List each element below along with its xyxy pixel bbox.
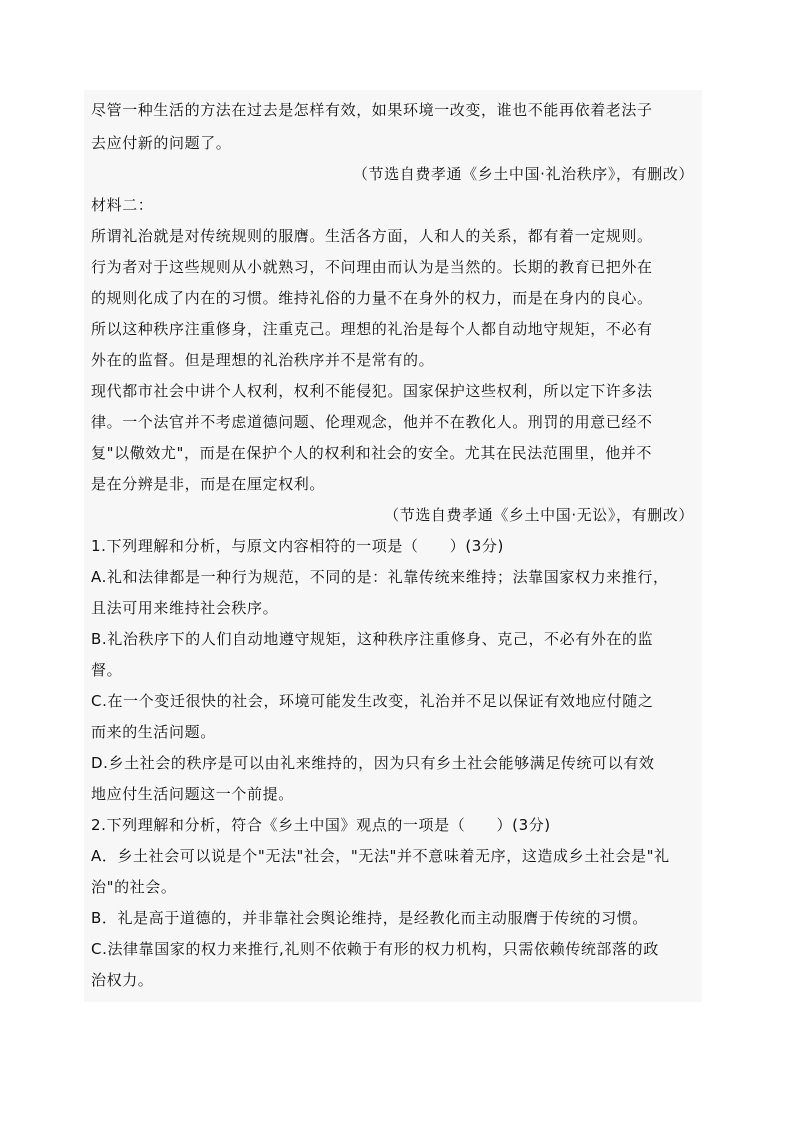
text-line: 现代都市社会中讲个人权利，权利不能侵犯。国家保护这些权利，所以定下许多法	[91, 382, 653, 400]
text-line: 行为者对于这些规则从小就熟习，不问理由而认为是当然的。长期的教育已把外在	[91, 258, 653, 276]
question-2-option-c: C.法律靠国家的权力来推行,礼则不依赖于有形的权力机构，只需依赖传统部落的政	[91, 940, 659, 958]
text-line: 去应付新的问题了。	[91, 134, 232, 152]
question-2-option-a-cont: 治"的社会。	[91, 878, 177, 896]
source-citation: （节选自费孝通《乡土中国·礼治秩序》，有删改）	[352, 165, 694, 183]
text-line: 所谓礼治就是对传统规则的服膺。生活各方面，人和人的关系，都有着一定规则。	[91, 227, 653, 245]
question-1-option-d-cont: 地应付生活问题这一个前提。	[91, 785, 294, 803]
text-line: 复"以儆效尤"，而是在保护个人的权利和社会的安全。尤其在民法范围里，他并不	[91, 444, 653, 462]
question-1-stem: 1.下列理解和分析，与原文内容相符的一项是（ ）(3分)	[91, 537, 504, 555]
question-2-option-b: B．礼是高于道德的，并非靠社会舆论维持，是经教化而主动服膺于传统的习惯。	[91, 909, 648, 927]
question-2-option-c-cont: 治权力。	[91, 971, 154, 989]
text-line: 所以这种秩序注重修身，注重克己。理想的礼治是每个人都自动地守规矩，不必有	[91, 320, 653, 338]
question-2-option-a: A．乡土社会可以说是个"无法"社会，"无法"并不意味着无序，这造成乡土社会是"礼	[91, 847, 670, 865]
text-line: 外在的监督。但是理想的礼治秩序并不是常有的。	[91, 351, 435, 369]
question-1-option-b: B.礼治秩序下的人们自动地遵守规矩，这种秩序注重修身、克己，不必有外在的监	[91, 630, 654, 648]
question-1-option-a-cont: 且法可用来维持社会秩序。	[91, 599, 279, 617]
text-line: 的规则化成了内在的习惯。维持礼俗的力量不在身外的权力，而是在身内的良心。	[91, 289, 653, 307]
text-line: 是在分辨是非，而是在厘定权利。	[91, 475, 326, 493]
question-1-option-b-cont: 督。	[91, 661, 123, 679]
question-1-option-c-cont: 而来的生活问题。	[91, 723, 216, 741]
question-1-option-a: A.礼和法律都是一种行为规范，不同的是：礼靠传统来维持；法靠国家权力来推行，	[91, 568, 669, 586]
question-1-option-d: D.乡土社会的秩序是可以由礼来维持的，因为只有乡土社会能够满足传统可以有效	[91, 754, 655, 772]
question-1-option-c: C.在一个变迁很快的社会，环境可能发生改变，礼治并不足以保证有效地应付随之	[91, 692, 654, 710]
text-line: 尽管一种生活的方法在过去是怎样有效，如果环境一改变，谁也不能再依着老法子	[91, 101, 653, 119]
text-line: 律。一个法官并不考虑道德问题、伦理观念，他并不在教化人。刑罚的用意已经不	[91, 413, 653, 431]
source-citation: （节选自费孝通《乡土中国·无讼》，有删改）	[384, 506, 694, 524]
section-heading: 材料二：	[91, 196, 154, 214]
question-2-stem: 2.下列理解和分析，符合《乡土中国》观点的一项是（ ）(3分)	[91, 816, 551, 834]
document-body	[84, 90, 702, 1002]
